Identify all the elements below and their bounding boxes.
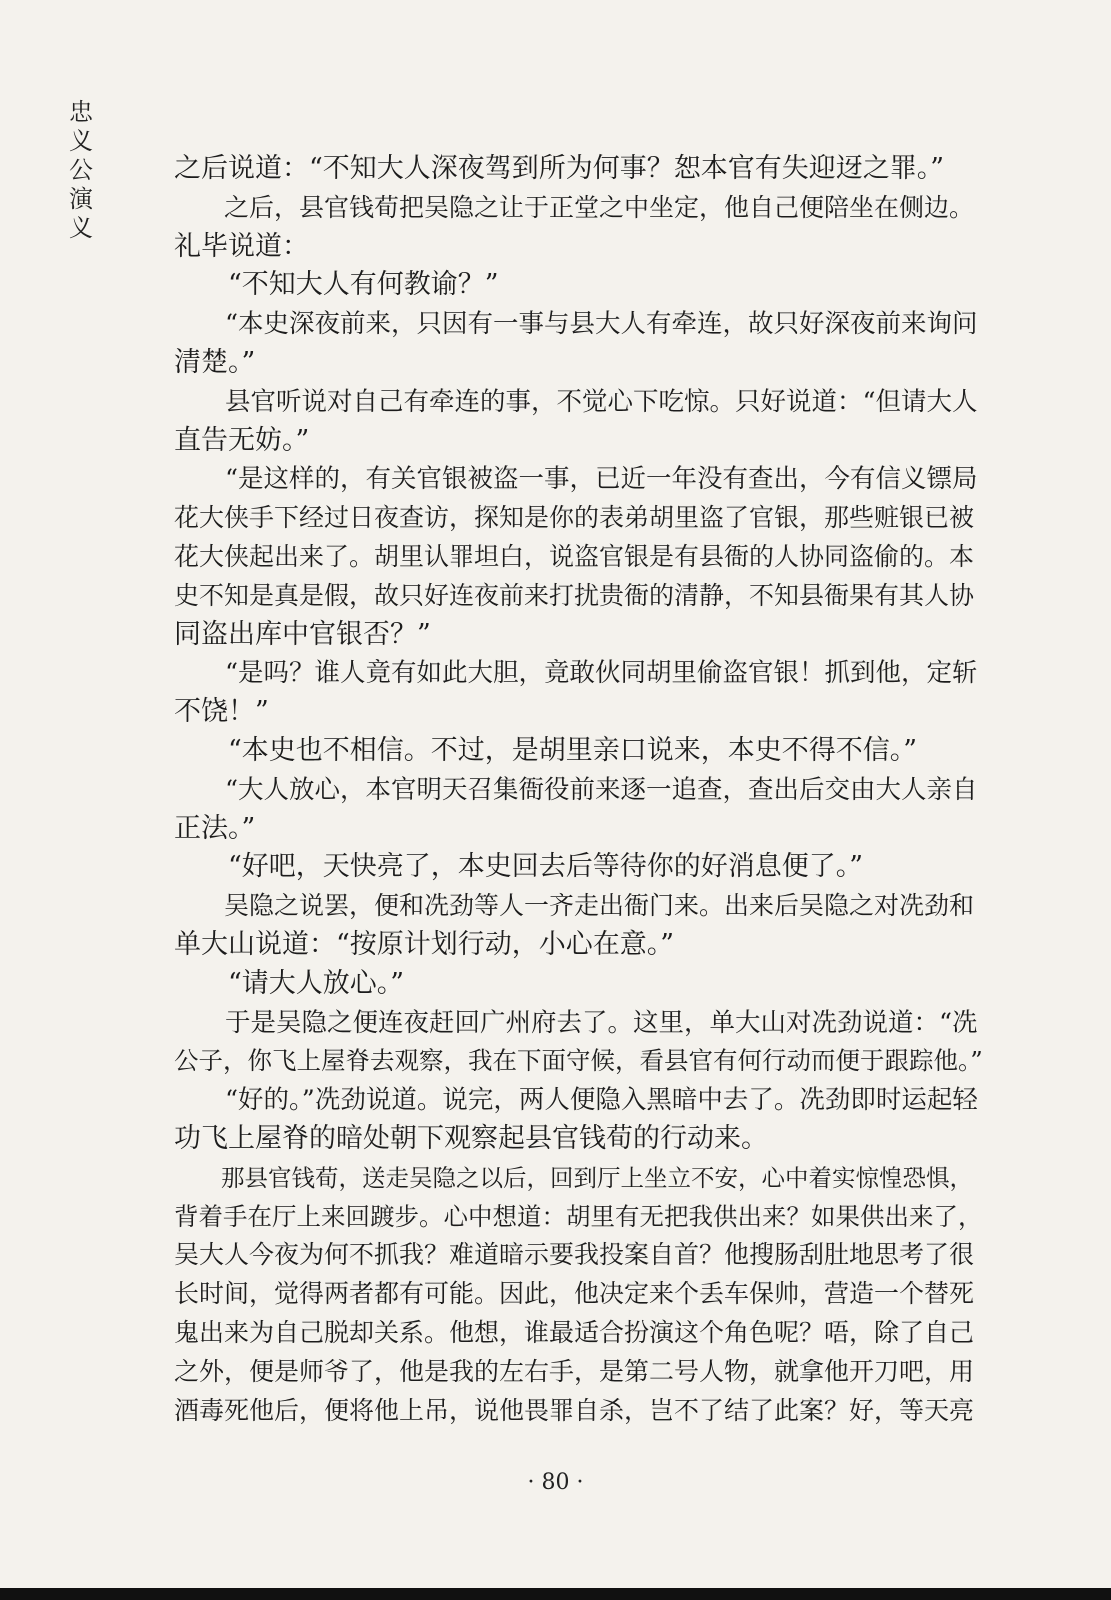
- text-line: “本史也不相信。不过，是胡里亲口说来，本史不得不信。”: [174, 734, 918, 766]
- page-number: · 80 ·: [527, 1470, 584, 1495]
- text-line: 史不知是真是假，故只好连夜前来打扰贵衙的清静，不知县衙果有其人协: [174, 580, 975, 610]
- text-line: 鬼出来为自己脱却关系。他想，谁最适合扮演这个角色呢？唔，除了自己: [174, 1317, 975, 1347]
- scan-bottom-edge: [0, 1588, 1111, 1600]
- text-line: 长时间，觉得两者都有可能。因此，他决定来个丢车保帅，营造一个替死: [174, 1279, 975, 1309]
- text-line: “不知大人有何教谕？”: [174, 269, 499, 301]
- text-line: 之外，便是师爷了，他是我的左右手，是第二号人物，就拿他开刀吧，用: [174, 1356, 975, 1386]
- text-line: 直告无妨。”: [174, 424, 310, 456]
- text-line: 之后，县官钱荀把吴隐之让于正堂之中坐定，他自己便陪坐在侧边。: [174, 192, 975, 222]
- text-line: 于是吴隐之便连夜赶回广州府去了。这里，单大山对冼劲说道：“冼: [174, 1007, 978, 1038]
- text-line: 吴大人今夜为何不抓我？难道暗示要我投案自首？他搜肠刮肚地思考了很: [174, 1240, 975, 1270]
- text-line: 正法。”: [174, 812, 256, 844]
- text-line: 单大山说道：“按原计划行动，小心在意。”: [174, 928, 675, 960]
- text-line: 那县官钱荀，送走吴隐之以后，回到厅上坐立不安，心中着实惊惶恐惧，: [174, 1163, 973, 1192]
- text-line: 花大侠手下经过日夜查访，探知是你的表弟胡里盗了官银，那些赃银已被: [174, 503, 975, 533]
- text-line: “大人放心，本官明天召集衙役前来逐一追查，查出后交由大人亲自: [174, 774, 978, 805]
- text-line: 同盗出库中官银否？”: [174, 618, 431, 650]
- text-line: 背着手在厅上来回踱步。心中想道：胡里有无把我供出来？如果供出来了，: [174, 1201, 983, 1231]
- text-line: 礼毕说道：: [174, 230, 309, 262]
- text-line: 酒毒死他后，便将他上吊，说他畏罪自杀，岂不了结了此案？好，等天亮: [174, 1395, 975, 1425]
- text-line: “好吧，天快亮了，本史回去后等待你的好消息便了。”: [174, 851, 864, 883]
- text-line: “本史深夜前来，只因有一事与县大人有牵连，故只好深夜前来询问: [174, 309, 978, 340]
- text-line: 县官听说对自己有牵连的事，不觉心下吃惊。只好说道：“但请大人: [174, 386, 978, 417]
- text-line: “是吗？谁人竟有如此大胆，竟敢伙同胡里偷盗官银！抓到他，定斩: [174, 658, 978, 689]
- text-line: “是这样的，有关官银被盗一事，已近一年没有查出，今有信义镖局: [174, 464, 978, 495]
- text-line: 不饶！”: [174, 696, 269, 728]
- text-line: 公子，你飞上屋脊去观察，我在下面守候，看县官有何行动而便于跟踪他。”: [174, 1046, 983, 1076]
- running-header-book-title: 忠义公演义: [69, 98, 93, 242]
- text-line: 功飞上屋脊的暗处朝下观察起县官钱荀的行动来。: [174, 1122, 768, 1154]
- text-line: 吴隐之说罢，便和冼劲等人一齐走出衙门来。出来后吴隐之对冼劲和: [174, 891, 975, 921]
- text-line: “请大人放心。”: [174, 967, 405, 999]
- text-line: 清楚。”: [174, 346, 256, 378]
- text-line: 之后说道：“不知大人深夜驾到所为何事？恕本官有失迎迓之罪。”: [174, 153, 945, 184]
- text-line: 花大侠起出来了。胡里认罪坦白，说盗官银是有县衙的人协同盗偷的。本: [174, 541, 975, 571]
- body-text: [174, 150, 986, 1430]
- text-line: “好的。”冼劲说道。说完，两人便隐入黑暗中去了。冼劲即时运起轻: [174, 1085, 978, 1116]
